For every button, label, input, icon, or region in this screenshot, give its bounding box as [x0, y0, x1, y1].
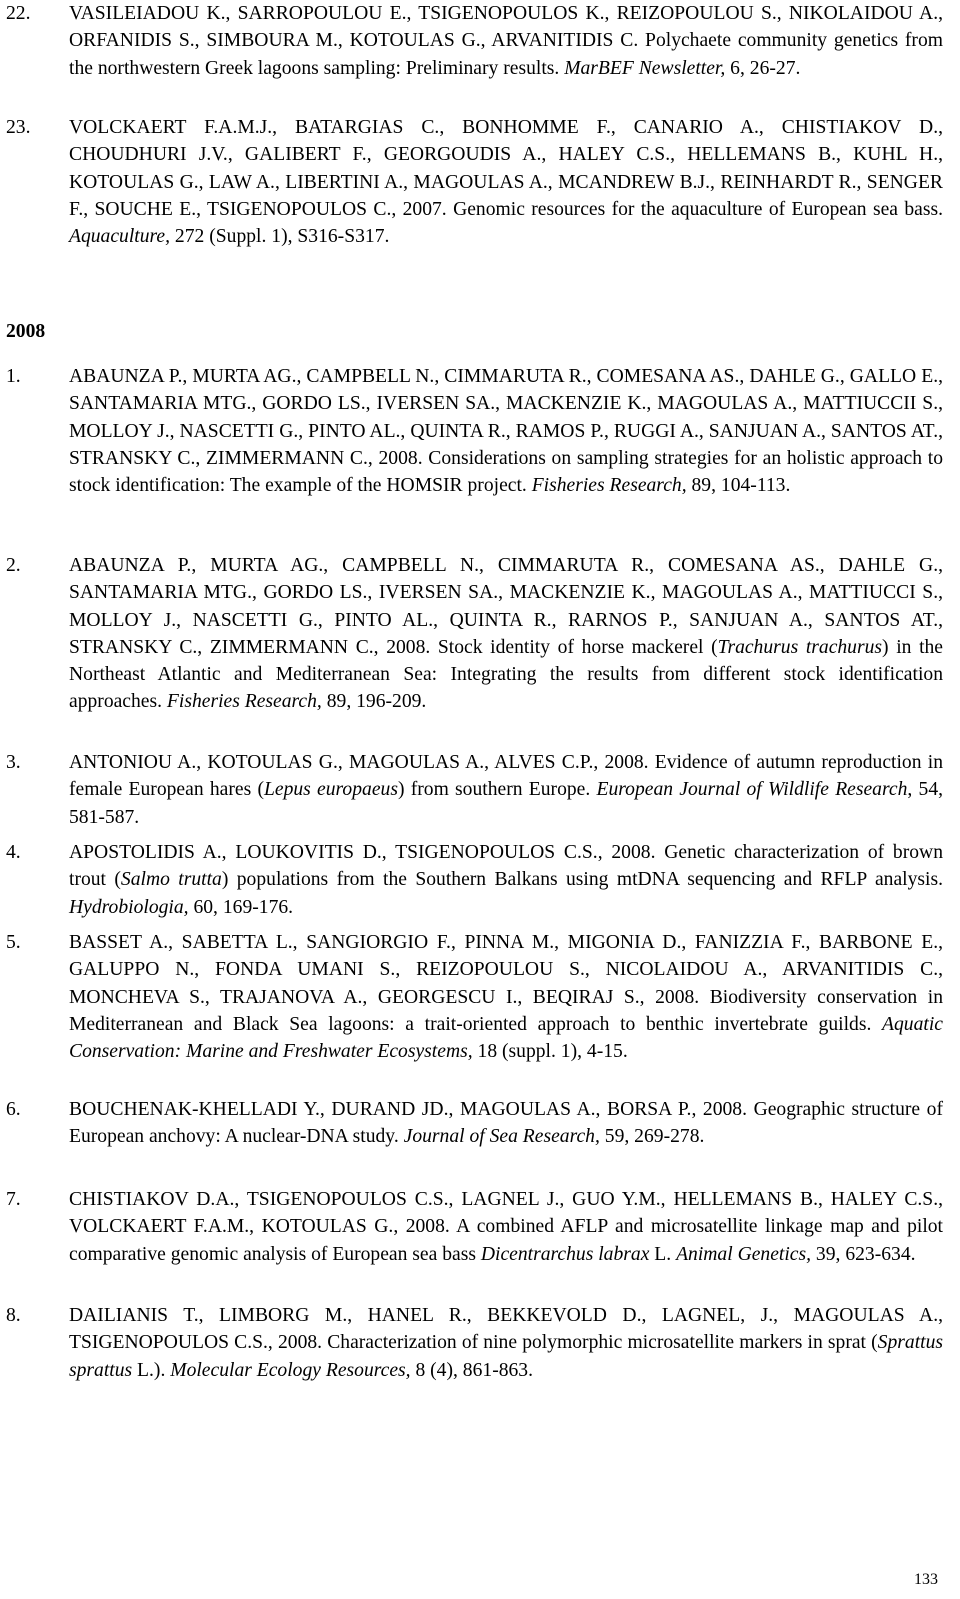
reference-entry [6, 839, 943, 921]
species-name: Lepus europaeus [263, 779, 398, 801]
reference-number: 3. [6, 752, 21, 773]
reference-number: 4. [6, 842, 21, 863]
reference-text: ABAUNZA P., MURTA AG., CAMPBELL N., CIMMARUTA R., COMESANA AS., DAHLE G., GALLO E., SANTAMARIA MTG., GORDO LS., IVERSEN SA., MACKENZIE K., MAGOULAS A., MATTIUCCII S., MOLLOY J., NASCETTI G., PINTO AL., QUINTA R., RAMOS P., RUGGI A., SANJUAN A., SANTOS AT., STRANSKY C., ZIMMERMANN C., 2008. Considerations on sampling strategies for an holistic approach to stock identification: The example of the HOMSIR project. Fisheries Research, 89, 104-113. [69, 366, 943, 497]
reference-entry [6, 1096, 943, 1151]
reference-number: 8. [6, 1305, 21, 1326]
journal-name: Hydrobiologia, [69, 896, 189, 918]
reference-text: CHISTIAKOV D.A., TSIGENOPOULOS C.S., LAGNEL J., GUO Y.M., HELLEMANS B., HALEY C.S., VOLCKAERT F.A.M., KOTOULAS G., 2008. A combined AFLP and microsatellite linkage map and pilot comparative genomic analysis of European sea bass Dicentrarchus labrax L. Animal Genetics, 39, 623-634. [69, 1189, 943, 1265]
reference-number: 5. [6, 932, 21, 953]
reference-text: BOUCHENAK-KHELLADI Y., DURAND JD., MAGOULAS A., BORSA P., 2008. Geographic structure of European anchovy: A nuclear-DNA study. Journal of Sea Research, 59, 269-278. [69, 1099, 943, 1148]
reference-number: 6. [6, 1099, 21, 1120]
journal-name: Aquaculture, [69, 226, 171, 248]
journal-name: MarBEF Newsletter, [564, 57, 726, 79]
reference-entry [6, 749, 943, 831]
reference-number: 23. [6, 117, 31, 138]
reference-number: 1. [6, 366, 21, 387]
reference-entry [6, 1302, 943, 1384]
journal-name: Fisheries Research, [531, 475, 687, 497]
reference-number: 22. [6, 3, 31, 24]
reference-entry [6, 552, 943, 716]
reference-text: ABAUNZA P., MURTA AG., CAMPBELL N., CIMMARUTA R., COMESANA AS., DAHLE G., SANTAMARIA MTG., GORDO LS., IVERSEN SA., MACKENZIE K., MAGOULAS A., MATTIUCCI S., MOLLOY J., NASCETTI G., PINTO AL., QUINTA R., RARNOS P., SANJUAN A., SANTOS AT., STRANSKY C., ZIMMERMANN C., 2008. Stock identity of horse mackerel (Trachurus trachurus) in the Northeast Atlantic and Mediterranean Sea: Integrating the results from different stock identification approaches. Fisheries Research, 89, 196-209. [69, 555, 944, 713]
journal-name: Fisheries Research, [166, 691, 322, 713]
reference-text: APOSTOLIDIS A., LOUKOVITIS D., TSIGENOPOULOS C.S., 2008. Genetic characterization of brown trout (Salmo trutta) populations from the Southern Balkans using mtDNA sequencing and RFLP analysis. Hydrobiologia, 60, 169-176. [69, 842, 943, 918]
reference-number: 7. [6, 1189, 21, 1210]
reference-text: VOLCKAERT F.A.M.J., BATARGIAS C., BONHOMME F., CANARIO A., CHISTIAKOV D., CHOUDHURI J.V., GALIBERT F., GEORGOUDIS A., HALEY C.S., HELLEMANS B., KUHL H., KOTOULAS G., LAW A., LIBERTINI A., MAGOULAS A., MCANDREW B.J., REINHARDT R., SENGER F., SOUCHE E., TSIGENOPOULOS C., 2007. Genomic resources for the aquaculture of European sea bass. Aquaculture, 272 (Suppl. 1), S316-S317. [69, 117, 943, 248]
reference-text: BASSET A., SABETTA L., SANGIORGIO F., PINNA M., MIGONIA D., FANIZZIA F., BARBONE E., GALUPPO N., FONDA UMANI S., REIZOPOULOU S., NICOLAIDOU A., ARVANITIDIS C., MONCHEVA S., TRAJANOVA A., GEORGESCU I., BEQIRAJ S., 2008. Biodiversity conservation in Mediterranean and Black Sea lagoons: a trait-oriented approach to benthic invertebrate guilds. Aquatic Conservation: Marine and Freshwater Ecosystems, 18 (suppl. 1), 4-15. [69, 932, 943, 1063]
reference-entry [6, 0, 943, 82]
species-name: Trachurus trachurus [717, 636, 883, 658]
year-heading: 2008 [6, 321, 46, 342]
journal-name: Animal Genetics, [676, 1243, 812, 1265]
journal-name: Molecular Ecology Resources, [170, 1359, 411, 1381]
reference-text: ANTONIOU A., KOTOULAS G., MAGOULAS A., ALVES C.P., 2008. Evidence of autumn reproduction in female European hares (Lepus europaeus) from southern Europe. European Journal of Wildlife Research, 54, 581-587. [69, 752, 944, 828]
reference-entry [6, 363, 943, 499]
species-name: Salmo trutta [120, 869, 222, 891]
journal-name: Journal of Sea Research, [403, 1126, 600, 1148]
species-name: Sprattus sprattus [69, 1332, 943, 1381]
reference-text: VASILEIADOU K., SARROPOULOU E., TSIGENOPOULOS K., REIZOPOULOU S., NIKOLAIDOU A., ORFANIDIS S., SIMBOURA M., KOTOULAS G., ARVANITIDIS C. Polychaete community genetics from the northwestern Greek lagoons sampling: Preliminary results. MarBEF Newsletter, 6, 26-27. [69, 3, 943, 79]
reference-entry [6, 929, 943, 1065]
journal-name: Aquatic Conservation: Marine and Freshwater Ecosystems, [69, 1013, 943, 1063]
reference-entry [6, 1186, 943, 1268]
journal-name: European Journal of Wildlife Research [596, 779, 908, 801]
reference-text: DAILIANIS T., LIMBORG M., HANEL R., BEKKEVOLD D., LAGNEL, J., MAGOULAS A., TSIGENOPOULOS C.S., 2008. Characterization of nine polymorphic microsatellite markers in sprat (Sprattus sprattus L.). Molecular Ecology Resources, 8 (4), 861-863. [69, 1305, 943, 1381]
reference-entry [6, 114, 943, 250]
reference-number: 2. [6, 555, 21, 576]
page-number: 133 [914, 1571, 938, 1588]
species-name: Dicentrarchus labrax [480, 1243, 650, 1265]
